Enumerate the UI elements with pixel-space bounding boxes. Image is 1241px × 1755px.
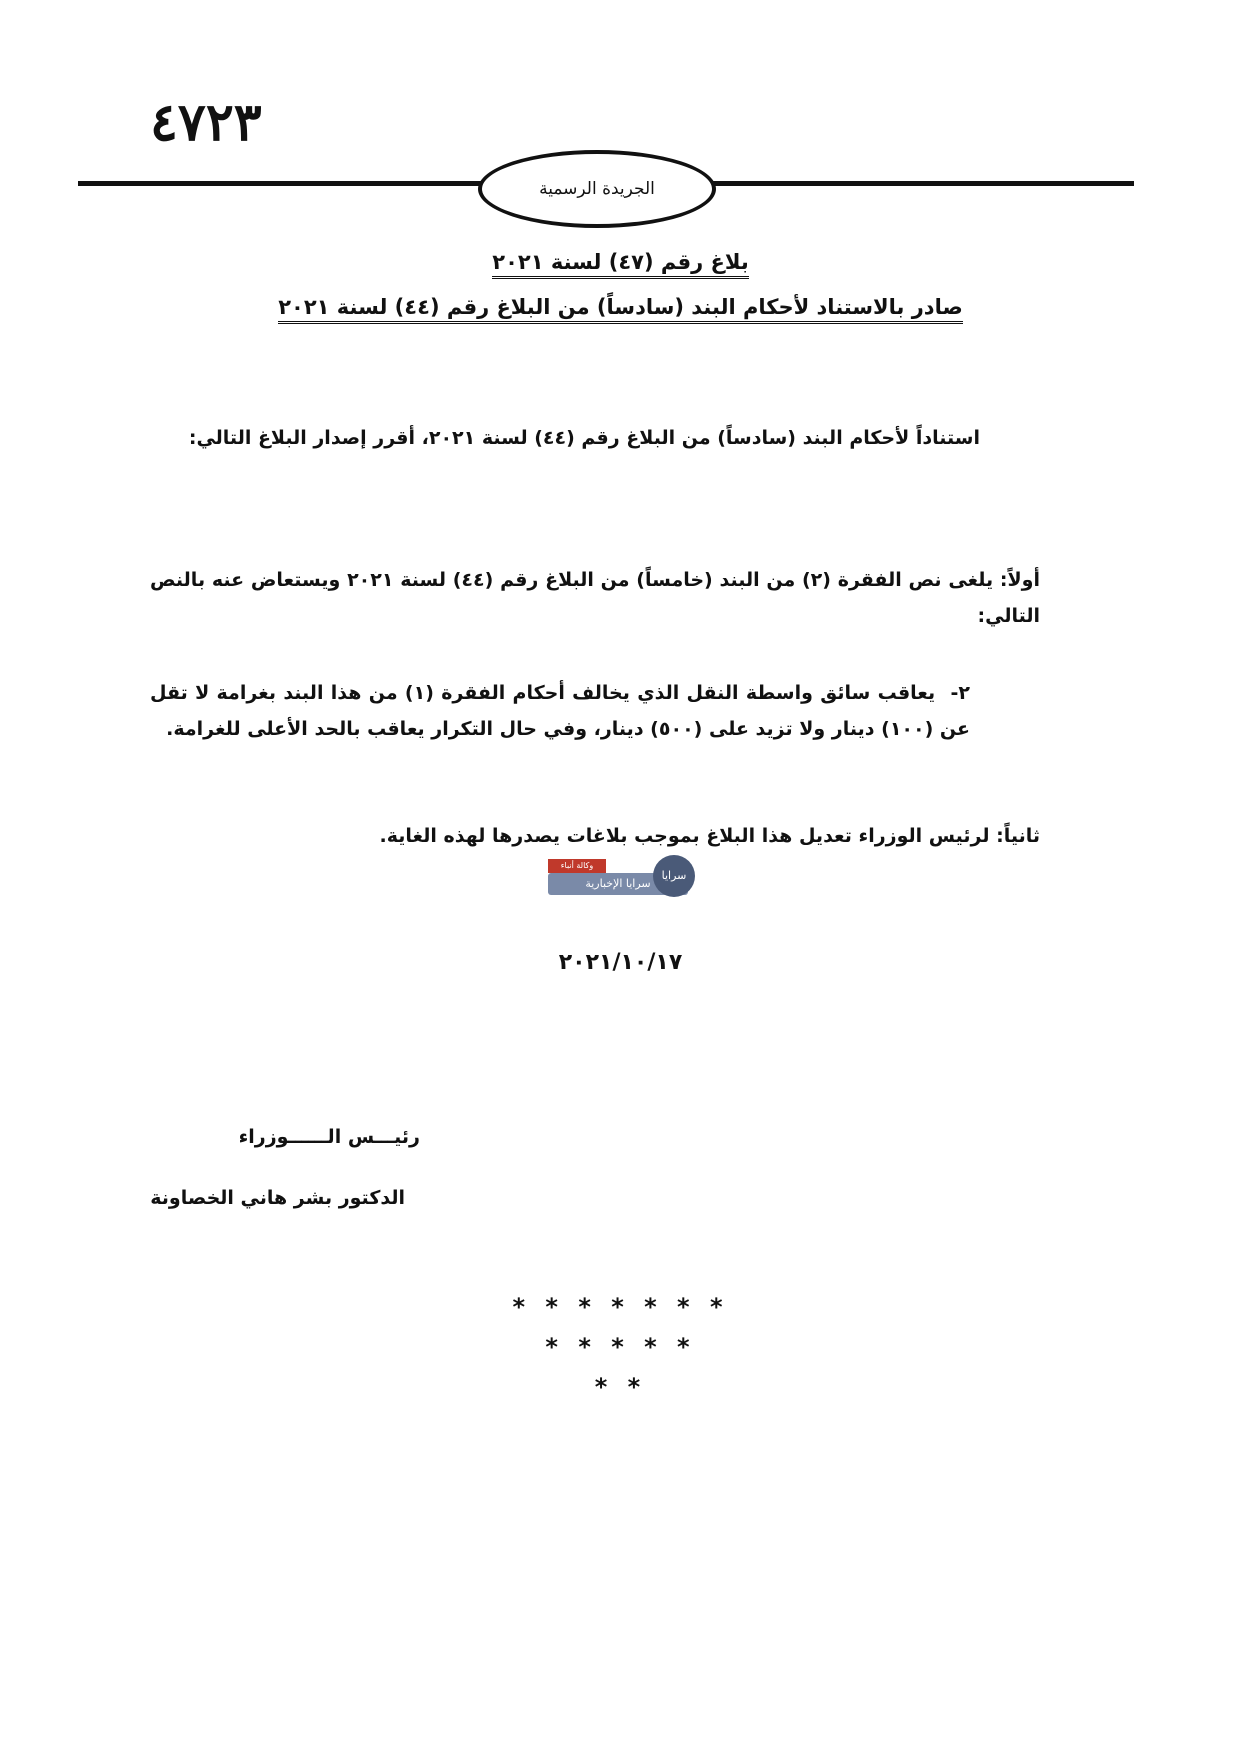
watermark-bar: سرايا الإخبارية [548,873,688,895]
watermark-logo [548,855,698,900]
gazette-name: الجريدة الرسمية [539,179,655,199]
second-clause-number: ٢- [950,682,970,704]
intro-paragraph: استناداً لأحكام البند (سادساً) من البلاغ رقم (٤٤) لسنة ٢٠٢١، أقرر إصدار البلاغ التالي: [188,427,980,449]
title-text-2: صادر بالاستناد لأحكام البند (سادساً) من البلاغ رقم (٤٤) لسنة ٢٠٢١ [278,295,963,324]
document-date: ٢٠٢١/١٠/١٧ [558,950,683,975]
title-text-1: بلاغ رقم (٤٧) لسنة ٢٠٢١ [492,250,748,279]
second-clause-text: يعاقب سائق واسطة النقل الذي يخالف أحكام الفقرة (١) من هذا البند بغرامة لا تقل عن (١٠٠) دينار ولا تزيد على (٥٠٠) دينار، وفي حال التكرار يعاقب بالحد الأعلى للغرامة. [150,682,970,740]
signature-title: رئيـــس الــــــوزراء [238,1126,420,1148]
second-clause [150,675,970,747]
separator-stars-2: * * * * * [545,1333,696,1361]
first-clause: أولاً: يلغى نص الفقرة (٢) من البند (خامساً) من البلاغ رقم (٤٤) لسنة ٢٠٢١ ويستعاض عنه بالنص التالي: [150,569,1040,627]
signature-name: الدكتور بشر هاني الخصاونة [150,1187,405,1209]
separator-stars-3: * * [594,1373,647,1401]
watermark-badge: وكالة أنباء [548,859,606,873]
gazette-oval [478,150,716,228]
title-line-1 [0,250,1241,274]
watermark-circle: سرايا [653,855,695,897]
third-clause: ثانياً: لرئيس الوزراء تعديل هذا البلاغ بموجب بلاغات يصدرها لهذه الغاية. [379,825,1040,847]
separator-stars-1: * * * * * * * [512,1293,729,1321]
title-line-2 [0,295,1241,319]
page-number: ٤٧٢٣ [150,92,262,153]
